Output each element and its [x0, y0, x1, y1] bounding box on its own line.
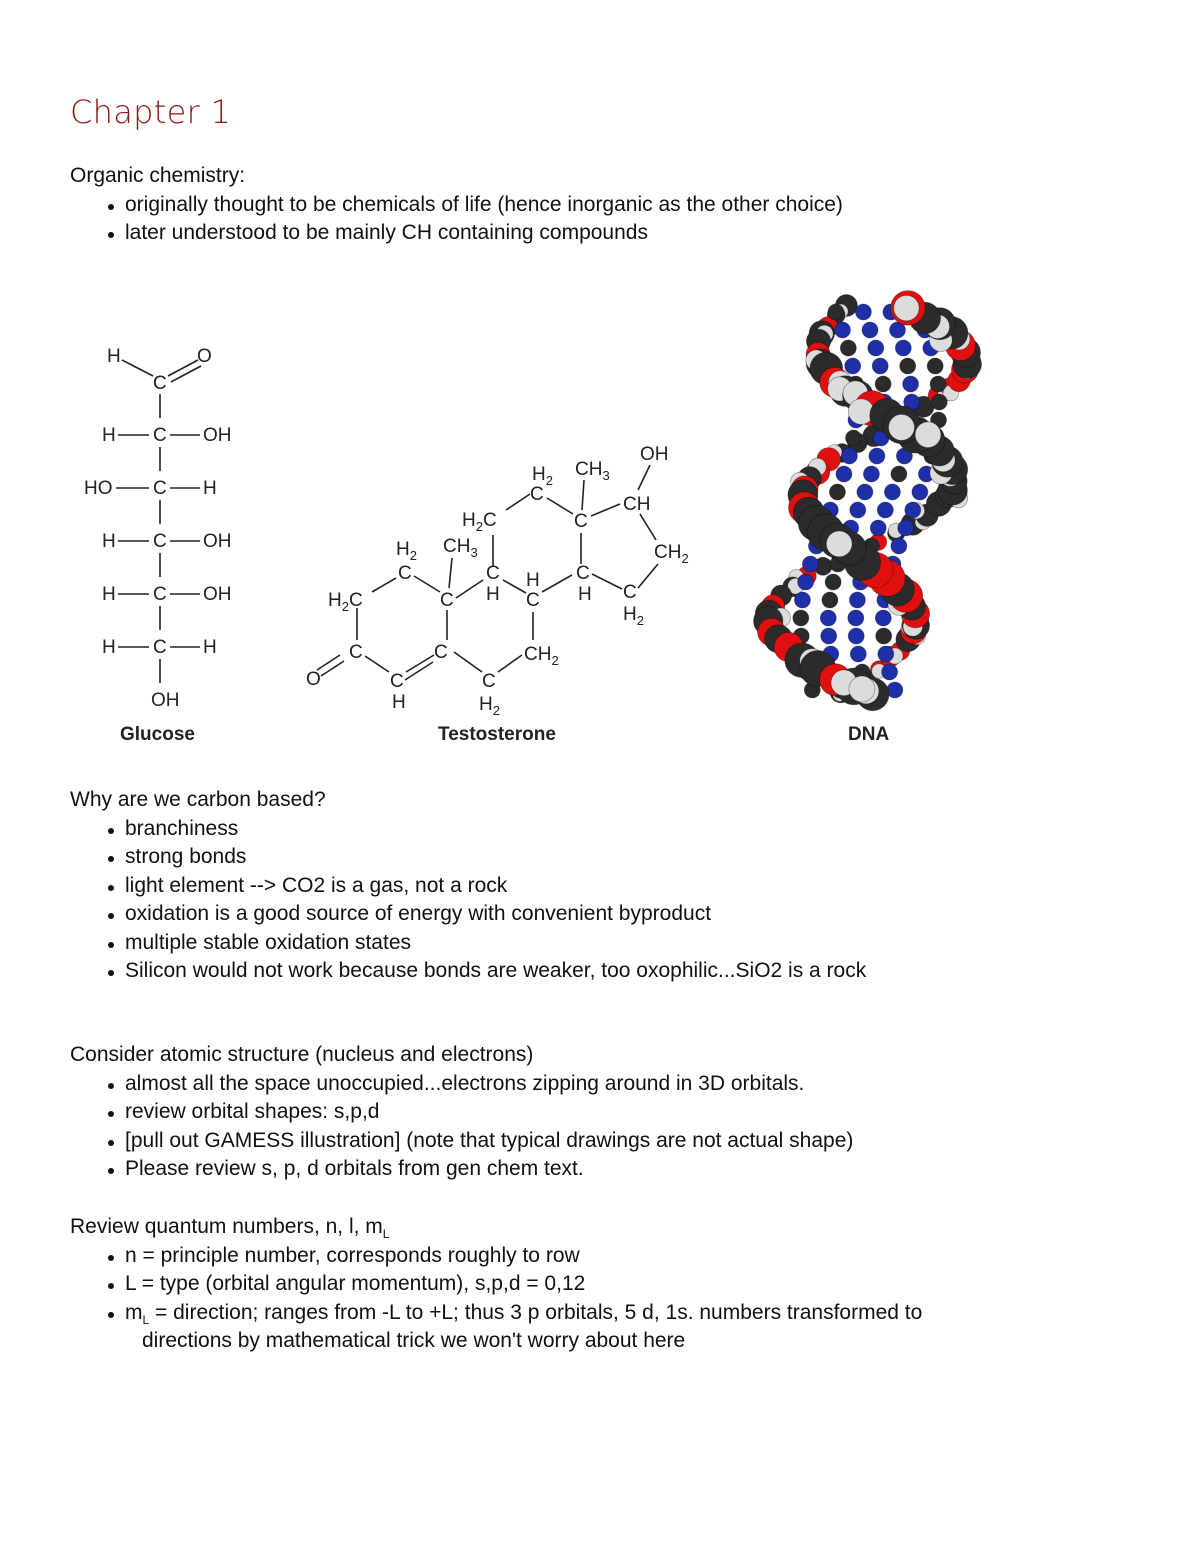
svg-text:H: H — [102, 531, 116, 552]
svg-text:H2: $H_2$ — [532, 464, 553, 488]
svg-text:CH2: $CH_2$ — [524, 644, 559, 668]
svg-text:OH: OH — [203, 584, 232, 605]
svg-text:H: H — [486, 584, 500, 605]
quantum-section — [70, 1213, 1130, 1356]
dna-atom — [912, 484, 928, 500]
svg-text:H: H — [203, 478, 217, 499]
list-item: n = principle number, corresponds roughly to row — [70, 1242, 1130, 1271]
dna-atom — [798, 574, 814, 590]
dna-atom — [794, 592, 810, 608]
list-item: Please review s, p, d orbitals from gen chem text. — [70, 1155, 1130, 1184]
dna-model — [754, 291, 982, 711]
svg-text:C: C — [482, 671, 496, 692]
dna-atom — [855, 304, 871, 320]
dna-atom — [820, 610, 836, 626]
dna-atom — [869, 448, 885, 464]
dna-atom — [825, 574, 841, 590]
svg-text:H: H — [102, 584, 116, 605]
dna-atom — [849, 592, 865, 608]
svg-text:C: C — [440, 590, 454, 611]
carbon-list — [70, 815, 1130, 986]
dna-atom — [822, 592, 838, 608]
dna-atom — [850, 502, 866, 518]
atomic-section — [70, 1041, 1130, 1184]
carbon-heading: Why are we carbon based? — [70, 788, 326, 811]
glucose-structure — [84, 346, 232, 711]
svg-text:H: H — [102, 637, 116, 658]
dna-atom — [930, 376, 946, 392]
list-item: multiple stable oxidation states — [70, 929, 1130, 958]
dna-atom — [846, 430, 862, 446]
dna-atom — [877, 502, 893, 518]
dna-atom — [894, 295, 919, 320]
svg-text:C: C — [153, 425, 167, 446]
dna-atom — [884, 484, 900, 500]
dna-atom — [863, 466, 879, 482]
dna-atom — [850, 646, 866, 662]
dna-atom — [857, 484, 873, 500]
svg-text:H: H — [392, 692, 406, 713]
svg-text:C: C — [530, 484, 544, 505]
svg-text:C: C — [398, 563, 412, 584]
quantum-heading-sub: L — [382, 1227, 390, 1242]
dna-atom — [903, 376, 919, 392]
dna-atom — [870, 520, 886, 536]
svg-text:H: H — [203, 637, 217, 658]
svg-text:CH3: $CH_3$ — [443, 536, 478, 560]
svg-text:CH2: $CH_2$ — [654, 542, 689, 566]
svg-text:H: H — [107, 346, 121, 367]
dna-atom — [876, 628, 892, 644]
atomic-heading: Consider atomic structure (nucleus and electrons) — [70, 1043, 534, 1066]
list-item: oxidation is a good source of energy with convenient byproduct — [70, 900, 1130, 929]
glucose-label: Glucose — [120, 724, 195, 745]
svg-text:HO: HO — [84, 478, 113, 499]
dna-atom — [872, 358, 888, 374]
dna-atom — [898, 520, 914, 536]
svg-text:OH: OH — [203, 425, 232, 446]
chapter-title: Chapter 1 — [70, 93, 232, 131]
organic-section — [70, 162, 1130, 248]
svg-text:H: H — [102, 425, 116, 446]
dna-atom — [862, 322, 878, 338]
dna-atom — [927, 358, 943, 374]
list-item: L = type (orbital angular momentum), s,p,d = 0,12 — [70, 1270, 1130, 1299]
dna-atom — [895, 340, 911, 356]
dna-atom — [891, 538, 907, 554]
svg-text:C: C — [153, 373, 167, 394]
svg-text:O: O — [197, 346, 212, 367]
dna-atom — [836, 466, 852, 482]
dna-atom — [848, 610, 864, 626]
list-item — [70, 1299, 1130, 1356]
ml-symbol: m — [125, 1300, 143, 1324]
dna-atom — [900, 358, 916, 374]
quantum-heading-text: Review quantum numbers, n, l, m — [70, 1215, 383, 1238]
list-item: light element --> CO2 is a gas, not a rock — [70, 872, 1130, 901]
svg-text:H2: $H_2$ — [479, 694, 500, 718]
svg-text:C: C — [623, 582, 637, 603]
quantum-list — [70, 1242, 1130, 1356]
svg-text:C: C — [153, 478, 167, 499]
svg-text:CH3: $CH_3$ — [575, 459, 610, 483]
list-item: later understood to be mainly CH containing compounds — [70, 219, 1130, 248]
svg-text:H2: $H_2$ — [396, 539, 417, 563]
list-item: almost all the space unoccupied...electrons zipping around in 3D orbitals. — [70, 1070, 1130, 1099]
dna-atom — [840, 340, 856, 356]
list-item: strong bonds — [70, 843, 1130, 872]
atomic-list — [70, 1070, 1130, 1184]
dna-atom — [891, 466, 907, 482]
svg-text:C: C — [574, 511, 588, 532]
dna-atom — [826, 531, 852, 557]
carbon-section — [70, 786, 1130, 986]
svg-text:H: H — [578, 584, 592, 605]
svg-text:C: C — [526, 590, 540, 611]
list-item: originally thought to be chemicals of life (hence inorganic as the other choice) — [70, 191, 1130, 220]
dna-atom — [915, 422, 941, 448]
svg-text:C: C — [576, 563, 590, 584]
svg-text:CH: CH — [623, 494, 651, 515]
dna-atom — [835, 322, 851, 338]
dna-label: DNA — [848, 724, 890, 745]
list-item: [pull out GAMESS illustration] (note that typical drawings are not actual shape) — [70, 1127, 1130, 1156]
svg-text:O: O — [306, 669, 321, 690]
svg-text:OH: OH — [151, 690, 180, 711]
svg-text:H: H — [526, 570, 540, 591]
ml-continuation: directions by mathematical trick we won't worry about here — [142, 1329, 686, 1352]
dna-atom — [882, 664, 898, 680]
list-item: branchiness — [70, 815, 1130, 844]
testosterone-structure — [306, 444, 689, 718]
svg-text:OH: OH — [640, 444, 669, 465]
svg-text:OH: OH — [203, 531, 232, 552]
svg-text:H2C: $H_2C$ — [462, 510, 497, 534]
svg-text:C: C — [434, 642, 448, 663]
dna-atom — [829, 484, 845, 500]
quantum-heading — [70, 1213, 1130, 1242]
organic-list — [70, 191, 1130, 248]
svg-text:C: C — [349, 642, 363, 663]
svg-text:C: C — [390, 671, 404, 692]
dna-atom — [845, 358, 861, 374]
dna-atom — [868, 340, 884, 356]
testosterone-label: Testosterone — [438, 724, 556, 745]
dna-atom — [828, 304, 844, 320]
dna-atom — [849, 676, 875, 702]
dna-atom — [793, 610, 809, 626]
list-item: Silicon would not work because bonds are weaker, too oxophilic...SiO2 is a rock — [70, 957, 1130, 986]
svg-text:H2C: $H_2C$ — [328, 590, 363, 614]
list-item: review orbital shapes: s,p,d — [70, 1098, 1130, 1127]
dna-atom — [905, 502, 921, 518]
svg-text:C: C — [153, 637, 167, 658]
molecule-figure — [60, 290, 1060, 760]
dna-atom — [931, 394, 947, 410]
dna-atom — [802, 556, 818, 572]
dna-atom — [889, 414, 915, 440]
dna-atom — [878, 646, 894, 662]
dna-atom — [848, 628, 864, 644]
svg-text:C: C — [153, 531, 167, 552]
dna-atom — [875, 376, 891, 392]
svg-text:H2: $H_2$ — [623, 604, 644, 628]
dna-atom — [875, 610, 891, 626]
svg-text:C: C — [486, 563, 500, 584]
svg-text:C: C — [153, 584, 167, 605]
ml-text: = direction; ranges from -L to +L; thus 3 p orbitals, 5 d, 1s. numbers transformed to — [149, 1300, 923, 1324]
ml-subscript: L — [142, 1312, 150, 1327]
organic-heading: Organic chemistry: — [70, 164, 246, 187]
dna-atom — [841, 448, 857, 464]
dna-atom — [821, 628, 837, 644]
